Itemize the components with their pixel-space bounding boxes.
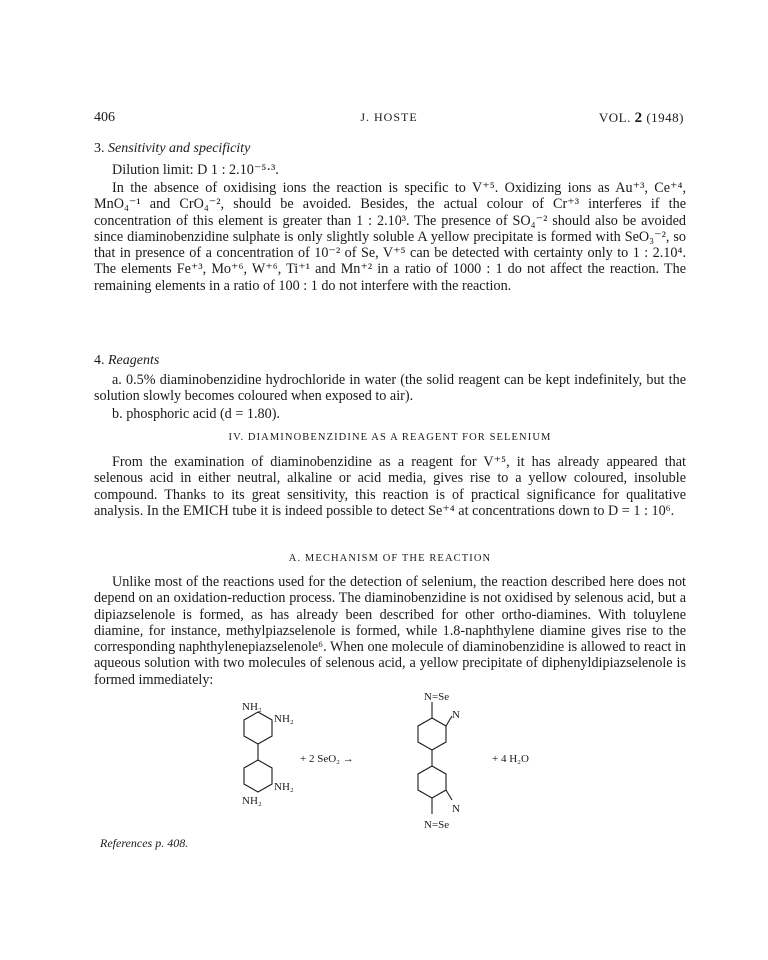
chapter-4-paragraph: From the examination of diaminobenzidine as a reagent for V⁺⁵, it has already appeared that selenous acid in either neutral, alkaline or acid media, gives rise to a yellow coloured, insoluble compound. Thanks to its great sensitivity, this reaction is of practical significance for qualitative analysis. In the EMICH tube it is indeed possible to detect Se⁺⁴ at concentrations down to D = 1 : 10⁶. (94, 454, 686, 519)
references-footer: References p. 408. (100, 836, 189, 850)
nh2-label-top-2: NH₂ (274, 713, 294, 725)
running-head-author: J. HOSTE (360, 110, 418, 124)
chapter-4-title: IV. DIAMINOBENZIDINE AS A REAGENT FOR SELENIUM (228, 432, 552, 443)
volume-year: (1948) (646, 110, 684, 125)
upper-benzene-ring (244, 712, 272, 744)
nh2-label-bottom-2: NH₂ (242, 795, 262, 807)
nh2-label-top-1: NH₂ (242, 701, 262, 713)
section-4-title: Reagents (108, 353, 160, 368)
reagent-plus-text: + 2 SeO₂ → (300, 753, 354, 765)
upper-product-ring (418, 718, 446, 750)
section-4-heading (94, 353, 686, 369)
reagent-item-a: a. 0.5% diaminobenzidine hydrochloride in water (the solid reagent can be kept indefinitely, but the solution slowly becomes coloured when exposed to air). (94, 372, 686, 405)
lower-benzene-ring (244, 760, 272, 792)
section-a-paragraph: Unlike most of the reactions used for the detection of selenium, the reaction described here does not depend on an oxidation-reduction process. The diaminobenzidine is not oxidised by selenous acid, but a dipiazselenole is formed, as has already been described for other ortho-diamines. With toluylene diamine, for instance, methylpiazselenole is formed, while 1.8-naphthylene diamine gives rise to the corresponding naphthylenepiazselenole⁶. When one molecule of diaminobenzidine is allowed to react in aqueous solution with two molecules of selenous acid, a yellow precipitate of diphenyldipiazselenole is formed immediately: (94, 574, 686, 688)
section-a-title: A. MECHANISM OF THE REACTION (288, 553, 492, 564)
dipiazselenole-structure (418, 702, 452, 814)
reagent-item-b: b. phosphoric acid (d = 1.80). (112, 406, 280, 422)
page-number: 406 (94, 110, 115, 125)
diaminobenzidine-structure (244, 712, 272, 792)
section-3-paragraph: In the absence of oxidising ions the reaction is specific to V⁺⁵. Oxidizing ions as Au⁺³, Ce⁺⁴, MnO₄⁻¹ and CrO₄⁻², should be avoided. Besides, the actual colour of Cr⁺³ interferes if the concentration of this element is greater than 1 : 2.10³. The presence of SO₄⁻² should also be avoided since diaminobenzidine sulphate is only slightly soluble A yellow precipitate is formed with SeO₃⁻², so that in presence of a concentration of 10⁻² of Se, V⁺⁵ can be detected with certainty only to 1 : 2.10⁴. The elements Fe⁺³, Mo⁺⁶, W⁺⁶, Ti⁺¹ and Mn⁺² in a ratio of 1000 : 1 do not affect the reaction. The remaining elements in a ratio of 100 : 1 do not interfere with the reaction. (94, 180, 686, 294)
product-plus-text: + 4 H₂O (492, 753, 529, 765)
reaction-equation (200, 688, 580, 838)
volume-prefix: VOL. (598, 110, 631, 125)
n-se-label-top: N=Se (424, 691, 450, 703)
lower-product-ring (418, 766, 446, 798)
section-3-heading (94, 141, 686, 157)
n-se-label-bottom: N=Se (424, 819, 450, 831)
section-3-number: 3. (94, 141, 105, 156)
volume-info (599, 110, 684, 127)
n-label-bottom: N (452, 803, 460, 815)
nh2-label-bottom-1: NH₂ (274, 781, 294, 793)
lower-n-bond (446, 790, 452, 800)
n-label-top: N (452, 709, 460, 721)
section-3-title: Sensitivity and specificity (108, 141, 251, 156)
section-4-number: 4. (94, 353, 105, 368)
volume-number: 2 (634, 110, 643, 126)
running-head (94, 110, 684, 130)
dilution-limit: Dilution limit: D 1 : 2.10⁻⁵·³. (112, 162, 279, 178)
